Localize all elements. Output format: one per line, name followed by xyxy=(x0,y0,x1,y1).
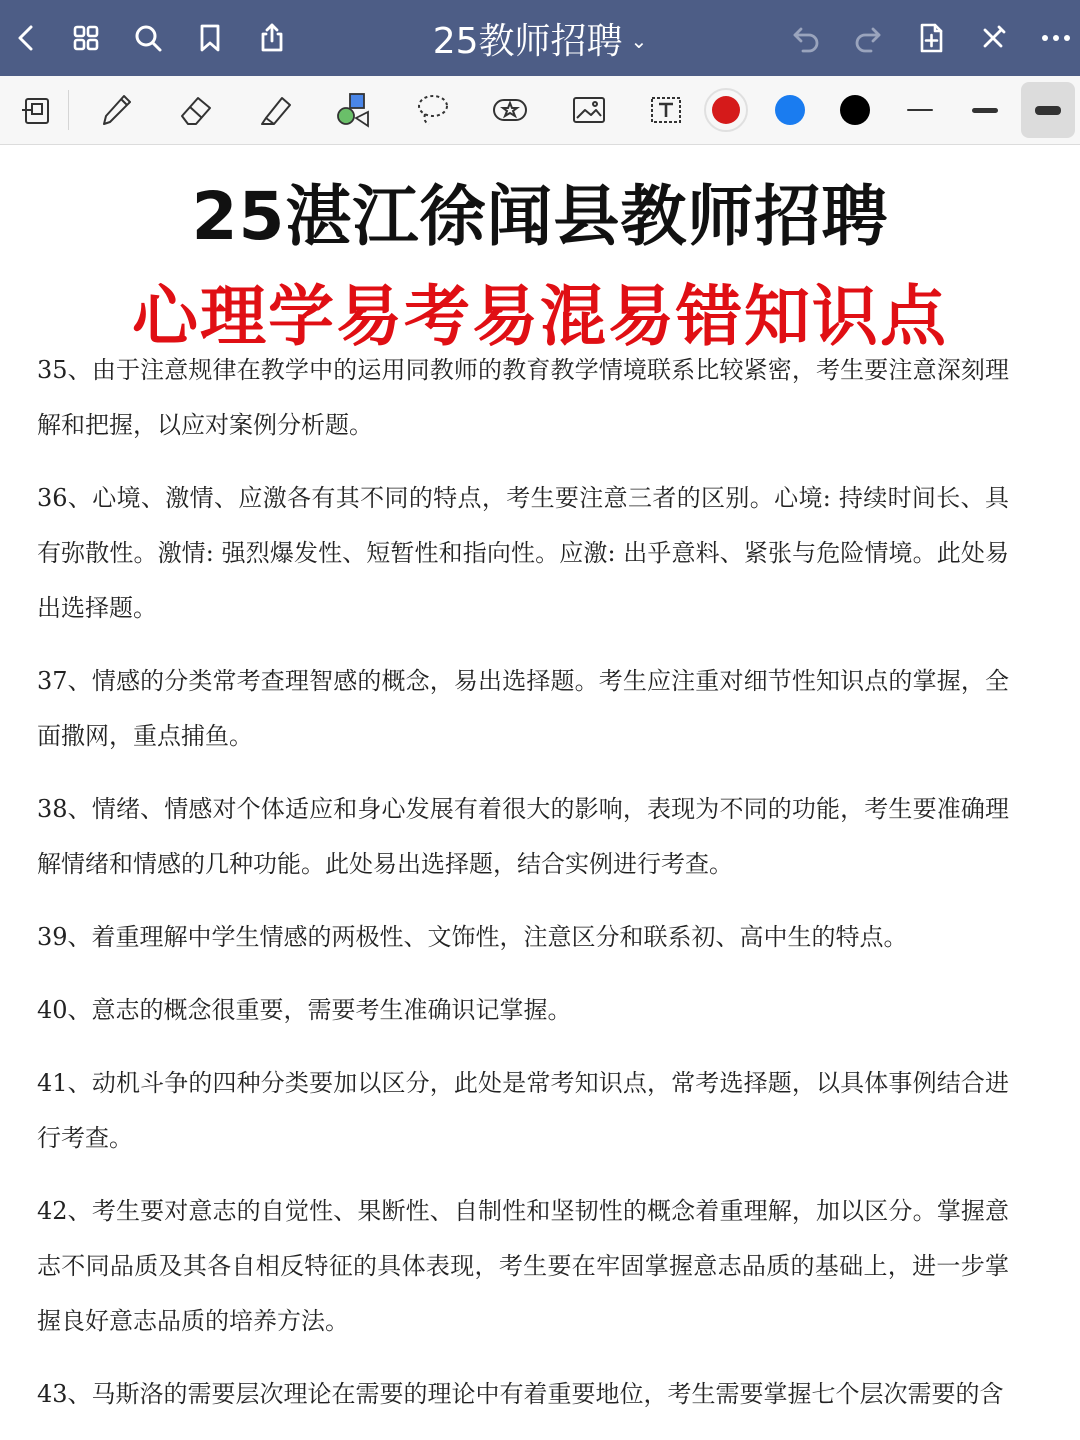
document-title-dropdown[interactable] xyxy=(330,0,750,76)
undo-icon[interactable] xyxy=(780,12,832,64)
color-black[interactable] xyxy=(827,82,883,138)
document-title: 25教师招聘 xyxy=(432,20,623,62)
color-blue[interactable] xyxy=(762,82,818,138)
close-pen-icon[interactable] xyxy=(967,12,1019,64)
thin-line-icon xyxy=(907,109,933,111)
drawing-toolbar xyxy=(0,76,1080,145)
list-item: 36、心境、激情、应激各有其不同的特点，考生要注意三者的区别。心境: 持续时间长、具有弥散性。激情: 强烈爆发性、短暂性和指向性。应激: 出乎意料、紧张与危险情境。此处易出选择题。 xyxy=(37,484,1009,622)
list-item: 40、意志的概念很重要，需要考生准确识记掌握。 xyxy=(37,996,572,1024)
blue-swatch xyxy=(775,95,805,125)
highlighter-icon[interactable] xyxy=(248,82,304,138)
more-icon[interactable] xyxy=(1030,12,1080,64)
shapes-icon[interactable] xyxy=(326,82,382,138)
grid-icon[interactable] xyxy=(60,12,112,64)
top-nav-bar xyxy=(0,0,1080,76)
document-heading: 25湛江徐闻县教师招聘 xyxy=(191,178,889,255)
pen-icon[interactable] xyxy=(88,82,144,138)
page-layout-icon[interactable] xyxy=(10,82,66,138)
red-swatch xyxy=(712,96,740,124)
redo-icon[interactable] xyxy=(842,12,894,64)
list-item: 42、考生要对意志的自觉性、果断性、自制性和坚韧性的概念着重理解，加以区分。掌握意志不同品质及其各自相反特征的具体表现，考生要在牢固掌握意志品质的基础上，进一步掌握良好意志品质的培养方法。 xyxy=(37,1197,1009,1335)
list-item: 43、马斯洛的需要层次理论在需要的理论中有着重要地位，考生需要掌握七个层次需要的含 xyxy=(37,1380,1004,1408)
thick-line-icon xyxy=(1035,106,1061,115)
document-page[interactable] xyxy=(0,145,1080,1440)
list-item: 35、由于注意规律在教学中的运用同教师的教育教学情境联系比较紧密，考生要注意深刻理解和把握，以应对案例分析题。 xyxy=(37,356,1009,439)
color-selection-ring xyxy=(704,88,748,132)
color-red-selected[interactable] xyxy=(698,82,754,138)
sticker-icon[interactable] xyxy=(482,82,538,138)
back-icon[interactable] xyxy=(0,12,52,64)
line-width-thin[interactable] xyxy=(892,82,948,138)
lasso-icon[interactable] xyxy=(405,82,461,138)
black-swatch xyxy=(840,95,870,125)
list-item: 37、情感的分类常考查理智感的概念，易出选择题。考生应注重对细节性知识点的掌握，全面撒网，重点捕鱼。 xyxy=(37,667,1009,750)
knowledge-point-list xyxy=(37,343,1009,1440)
medium-line-icon xyxy=(972,108,998,113)
list-item: 38、情绪、情感对个体适应和身心发展有着很大的影响，表现为不同的功能，考生要准确理解情绪和情感的几种功能。此处易出选择题，结合实例进行考查。 xyxy=(37,795,1009,878)
search-icon[interactable] xyxy=(122,12,174,64)
image-icon[interactable] xyxy=(561,82,617,138)
chevron-down-icon: ⌄ xyxy=(630,29,648,53)
add-page-icon[interactable] xyxy=(905,12,957,64)
list-item: 41、动机斗争的四种分类要加以区分，此处是常考知识点，常考选择题，以具体事例结合进行考查。 xyxy=(37,1069,1009,1152)
eraser-icon[interactable] xyxy=(168,82,224,138)
bookmark-icon[interactable] xyxy=(184,12,236,64)
list-item: 39、着重理解中学生情感的两极性、文饰性，注意区分和联系初、高中生的特点。 xyxy=(37,923,908,951)
text-box-icon[interactable] xyxy=(638,82,694,138)
share-icon[interactable] xyxy=(246,12,298,64)
line-width-medium[interactable] xyxy=(957,82,1013,138)
document-subheading: 心理学易考易混易错知识点 xyxy=(132,278,948,355)
line-width-thick[interactable] xyxy=(1021,82,1075,138)
toolbar-divider xyxy=(68,90,69,130)
